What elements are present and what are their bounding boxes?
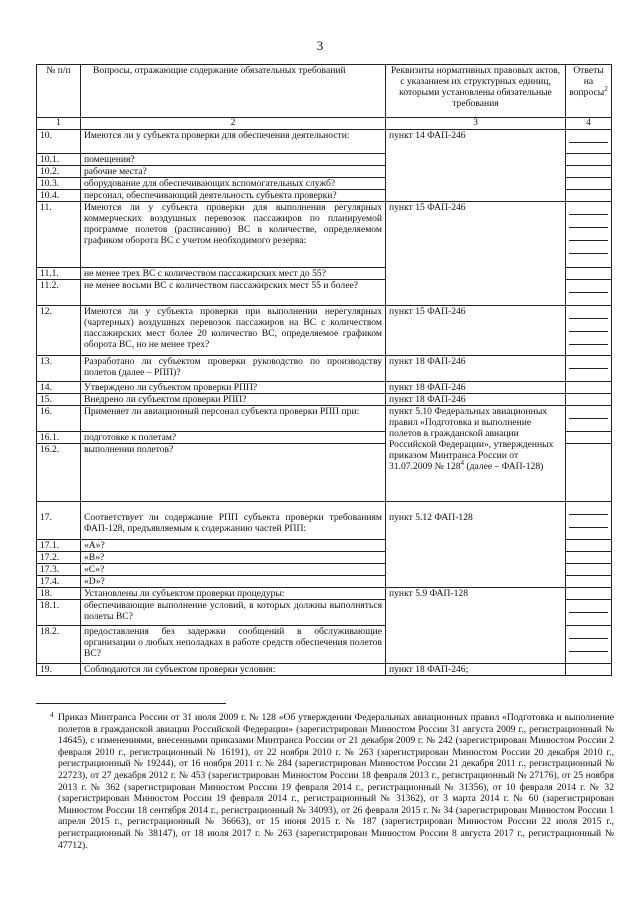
row-question: «A»? — [81, 540, 386, 552]
table-row — [37, 356, 612, 382]
column-number: 3 — [386, 118, 566, 130]
answer-cell[interactable] — [566, 306, 612, 356]
answer-cell[interactable] — [566, 432, 612, 444]
table-row — [37, 130, 612, 154]
row-number: 16.1. — [37, 432, 81, 444]
answer-cell[interactable] — [566, 356, 612, 382]
answer-cell[interactable] — [566, 202, 612, 268]
row-question: выполнении полетов? — [81, 444, 386, 502]
table-row — [37, 406, 612, 432]
column-number: 1 — [37, 118, 81, 130]
answer-cell[interactable] — [566, 576, 612, 588]
answer-cell[interactable] — [566, 552, 612, 564]
column-number: 2 — [81, 118, 386, 130]
row-number: 10.3. — [37, 178, 81, 190]
row-reference: пункт 5.9 ФАП-128 — [386, 588, 566, 664]
row-reference: пункт 15 ФАП-246 — [386, 202, 566, 306]
row-number: 15. — [37, 394, 81, 406]
requirements-table — [36, 64, 612, 676]
answer-cell[interactable] — [566, 190, 612, 202]
row-reference: пункт 18 ФАП-246 — [386, 394, 566, 406]
row-number: 13. — [37, 356, 81, 382]
answer-cell[interactable] — [566, 178, 612, 190]
answer-cell[interactable] — [566, 444, 612, 502]
answer-cell[interactable] — [566, 394, 612, 406]
header-questions: Вопросы, отражающие содержание обязательных требований — [81, 65, 386, 118]
column-number: 4 — [566, 118, 612, 130]
table-row — [37, 202, 612, 268]
row-question: Разработано ли субъектом проверки руководство по производству полетов (далее – РПП)? — [81, 356, 386, 382]
page-number: 3 — [316, 38, 324, 53]
row-number: 17.2. — [37, 552, 81, 564]
row-question: предоставления без задержки сообщений в обслуживающие организации о любых неполадках в работе средств обеспечения полетов ВС? — [81, 626, 386, 664]
row-question: Внедрено ли субъектом проверки РПП? — [81, 394, 386, 406]
row-question: Применяет ли авиационный персонал субъекта проверки РПП при: — [81, 406, 386, 432]
row-question: Соблюдаются ли субъектом проверки условия: — [81, 664, 386, 676]
row-number: 18.2. — [37, 626, 81, 664]
row-number: 17.4. — [37, 576, 81, 588]
row-number: 10. — [37, 130, 81, 154]
row-question: подготовке к полетам? — [81, 432, 386, 444]
row-question: оборудование для обеспечивающих вспомогательных служб? — [81, 178, 386, 190]
row-number: 10.1. — [37, 154, 81, 166]
row-reference: пункт 18 ФАП-246; — [386, 664, 566, 676]
row-number: 14. — [37, 382, 81, 394]
answer-cell[interactable] — [566, 166, 612, 178]
row-question: не менее восьми ВС с количеством пассажирских мест 55 и более? — [81, 280, 386, 306]
row-reference: пункт 5.12 ФАП-128 — [386, 502, 566, 588]
row-reference: пункт 18 ФАП-246 — [386, 382, 566, 394]
answer-cell[interactable] — [566, 502, 612, 540]
table-row — [37, 664, 612, 676]
row-question: не менее трех ВС с количеством пассажирских мест до 55? — [81, 268, 386, 280]
row-reference: пункт 5.10 Федеральных авиационных правил «Подготовка и выполнение полетов в гражданской авиации Российской Федерации», утвержденных приказом Минтранса России от 31.07.2009 № $128^4$ (далее – ФАП-128) — [386, 406, 566, 502]
row-number: 11.2. — [37, 280, 81, 306]
footnote — [50, 711, 614, 851]
row-question: «D»? — [81, 576, 386, 588]
answer-cell[interactable] — [566, 382, 612, 394]
row-number: 12. — [37, 306, 81, 356]
answer-cell[interactable] — [566, 564, 612, 576]
footnote-reference-mark: 4 — [460, 458, 465, 467]
row-question: обеспечивающие выполнение условий, в которых должны выполняться полеты ВС? — [81, 600, 386, 626]
row-reference: пункт 14 ФАП-246 — [386, 130, 566, 202]
row-question: Имеются ли у субъекта проверки при выполнении нерегулярных (чартерных) воздушных перевозок пассажиров на ВС с количеством пассажирских мест более 20 количество ВС, определяемое графиком оборота ВС, но не менее трех? — [81, 306, 386, 356]
row-number: 18. — [37, 588, 81, 600]
row-reference: пункт 18 ФАП-246 — [386, 356, 566, 382]
row-number: 16.2. — [37, 444, 81, 502]
table-row — [37, 306, 612, 356]
row-question: «C»? — [81, 564, 386, 576]
answer-cell[interactable] — [566, 268, 612, 280]
header-answers: Ответы на вопросы$^2$ — [566, 65, 612, 118]
row-question: Установлены ли субъектом проверки процедуры: — [81, 588, 386, 600]
table-row — [37, 382, 612, 394]
footnote-mark: 4 — [50, 711, 54, 719]
answer-cell[interactable] — [566, 664, 612, 676]
row-number: 10.2. — [37, 166, 81, 178]
answer-cell[interactable] — [566, 588, 612, 600]
table-row — [37, 588, 612, 600]
row-number: 17. — [37, 502, 81, 540]
answer-cell[interactable] — [566, 626, 612, 664]
row-number: 18.1. — [37, 600, 81, 626]
row-question: Имеются ли у субъекта проверки для обеспечения деятельности: — [81, 130, 386, 154]
header-number: № п/п — [37, 65, 81, 118]
answer-cell[interactable] — [566, 280, 612, 306]
row-question: персонал, обеспечивающий деятельность субъекта проверки? — [81, 190, 386, 202]
row-number: 10.4. — [37, 190, 81, 202]
row-number: 17.3. — [37, 564, 81, 576]
row-number: 16. — [37, 406, 81, 432]
row-number: 11. — [37, 202, 81, 268]
row-question: Утверждено ли субъектом проверки РПП? — [81, 382, 386, 394]
row-question: помещения? — [81, 154, 386, 166]
table-row — [37, 502, 612, 540]
answer-cell[interactable] — [566, 540, 612, 552]
table-row — [37, 394, 612, 406]
row-number: 19. — [37, 664, 81, 676]
row-reference: пункт 15 ФАП-246 — [386, 306, 566, 356]
header-requisites: Реквизиты нормативных правовых актов, с указанием их структурных единиц, которыми установлены обязательные требования — [386, 65, 566, 118]
table-header-row — [37, 65, 612, 118]
answer-cell[interactable] — [566, 130, 612, 154]
row-question: Соответствует ли содержание РПП субъекта проверки требованиям ФАП-128, предъявляемым к содержанию частей РПП: — [81, 502, 386, 540]
row-number: 11.1. — [37, 268, 81, 280]
row-question: рабочие места? — [81, 166, 386, 178]
column-numbers-row — [37, 118, 612, 130]
row-number: 17.1. — [37, 540, 81, 552]
footnote-text: Приказ Минтранса России от 31 июля 2009 г. № 128 «Об утверждении Федеральных авиационных правил «Подготовка и выполнение полетов в гражданской авиации Российской Федерации» (зарегистрирован Минюстом России 31 августа 2009 г., регистрационный № 14645), с изменениями, внесенными приказами Минтранса России от 21 декабря 2009 г. № 242 (зарегистрирован Минюстом России 2 февраля 2010 г., регистрационный № 16191), от 22 ноября 2010 г. № 263 (зарегистрирован Минюстом России 20 декабря 2010 г., регистрационный № 19244), от 16 ноября 2011 г. № 284 (зарегистрирован Минюстом России 21 декабря 2011 г., регистрационный № 22723), от 27 декабря 2012 г. № 453 (зарегистрирован Минюстом России 18 февраля 2013 г., регистрационный № 27176), от 25 ноября 2013 г. № 362 (зарегистрирован Минюстом России 19 февраля 2014 г., регистрационный № 31356), от 10 февраля 2014 г. № 32 (зарегистрирован Минюстом России 19 февраля 2014 г., регистрационный № 31362), от 3 марта 2014 г. № 60 (зарегистрирован Минюстом России 18 сентября 2014 г., регистрационный № 34093), от 26 февраля 2015 г. № 34 (зарегистрирован Минюстом России 1 апреля 2015 г., регистрационный № 36663), от 15 июня 2015 г. № 187 (зарегистрирован Минюстом России 22 июля 2015 г., регистрационный № 38147), от 18 июля 2017 г. № 263 (зарегистрирован Минюстом России 8 августа 2017 г., регистрационный № 47712). — [58, 712, 614, 851]
row-question: «B»? — [81, 552, 386, 564]
row-question: Имеются ли у субъекта проверки для выполнения регулярных коммерческих воздушных перевозок пассажиров по планируемой программе полетов (расписанию) ВС в количестве, определяемом графиком оборота ВС с учетом необходимого резерва: — [81, 202, 386, 268]
answer-cell[interactable] — [566, 154, 612, 166]
answer-cell[interactable] — [566, 600, 612, 626]
footnote-divider — [36, 703, 226, 704]
answer-cell[interactable] — [566, 406, 612, 432]
